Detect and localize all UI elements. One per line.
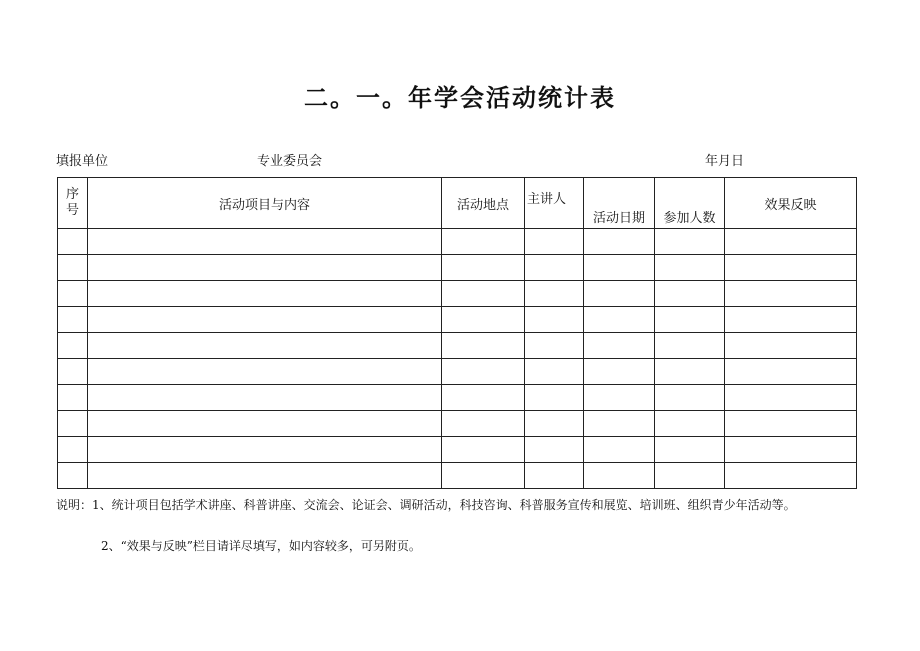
- table-cell[interactable]: [442, 385, 525, 411]
- table-cell[interactable]: [442, 255, 525, 281]
- table-cell[interactable]: [655, 463, 725, 489]
- table-cell[interactable]: [442, 307, 525, 333]
- table-cell[interactable]: [725, 229, 857, 255]
- note-2: 2、“效果与反映”栏目请详尽填写，如内容较多，可另附页。: [101, 539, 421, 553]
- table-cell[interactable]: [525, 463, 584, 489]
- table-cell[interactable]: [725, 307, 857, 333]
- table-cell[interactable]: [655, 411, 725, 437]
- table-cell[interactable]: [442, 333, 525, 359]
- reporting-unit-label: 填报单位: [56, 154, 109, 169]
- table-cell[interactable]: [58, 281, 88, 307]
- table-cell[interactable]: [58, 307, 88, 333]
- table-cell[interactable]: [725, 333, 857, 359]
- table-cell[interactable]: [525, 437, 584, 463]
- table-cell[interactable]: [58, 463, 88, 489]
- note-1: 说明：1、统计项目包括学术讲座、科普讲座、交流会、论证会、调研活动，科技咨询、科普服务宣传和展览、培训班、组织青少年活动等。: [56, 498, 796, 512]
- table-cell[interactable]: [58, 411, 88, 437]
- table-cell[interactable]: [525, 385, 584, 411]
- table-row: [58, 281, 857, 307]
- table-row: [58, 437, 857, 463]
- table-row: [58, 333, 857, 359]
- table-cell[interactable]: [725, 385, 857, 411]
- table-cell[interactable]: [725, 255, 857, 281]
- table-cell[interactable]: [525, 359, 584, 385]
- activity-stats-table: [57, 177, 857, 489]
- table-cell[interactable]: [655, 359, 725, 385]
- header-effect: 效果反映: [725, 178, 857, 229]
- table-cell[interactable]: [442, 281, 525, 307]
- table-cell[interactable]: [584, 463, 655, 489]
- table-cell[interactable]: [58, 229, 88, 255]
- table-cell[interactable]: [58, 359, 88, 385]
- header-content: 活动项目与内容: [88, 178, 442, 229]
- table-cell[interactable]: [525, 411, 584, 437]
- table-cell[interactable]: [88, 385, 442, 411]
- table-cell[interactable]: [584, 255, 655, 281]
- table-row: [58, 307, 857, 333]
- table-row: [58, 359, 857, 385]
- table-cell[interactable]: [88, 281, 442, 307]
- table-cell[interactable]: [655, 333, 725, 359]
- table-cell[interactable]: [725, 281, 857, 307]
- table-cell[interactable]: [725, 437, 857, 463]
- header-seq-line1: 序: [65, 187, 79, 202]
- table-cell[interactable]: [655, 281, 725, 307]
- header-seq-line2: 号: [65, 203, 79, 218]
- table-row: [58, 385, 857, 411]
- table-cell[interactable]: [655, 255, 725, 281]
- table-cell[interactable]: [58, 385, 88, 411]
- table-cell[interactable]: [525, 255, 584, 281]
- table-cell[interactable]: [584, 411, 655, 437]
- table-cell[interactable]: [584, 437, 655, 463]
- table-cell[interactable]: [88, 411, 442, 437]
- table-cell[interactable]: [442, 229, 525, 255]
- header-speaker: 主讲人: [525, 178, 584, 229]
- committee-label: 专业委员会: [257, 154, 323, 169]
- table-cell[interactable]: [584, 229, 655, 255]
- table-cell[interactable]: [655, 437, 725, 463]
- table-cell[interactable]: [725, 463, 857, 489]
- table-cell[interactable]: [725, 359, 857, 385]
- table-cell[interactable]: [88, 437, 442, 463]
- table-cell[interactable]: [88, 359, 442, 385]
- table-cell[interactable]: [584, 359, 655, 385]
- table-cell[interactable]: [584, 385, 655, 411]
- table-cell[interactable]: [88, 229, 442, 255]
- table-cell[interactable]: [442, 463, 525, 489]
- table-row: [58, 411, 857, 437]
- date-label: 年月日: [705, 154, 745, 169]
- header-people: 参加人数: [655, 178, 725, 229]
- table-cell[interactable]: [655, 307, 725, 333]
- table-cell[interactable]: [525, 307, 584, 333]
- table-cell[interactable]: [442, 437, 525, 463]
- header-date: 活动日期: [584, 178, 655, 229]
- table-cell[interactable]: [525, 333, 584, 359]
- table-cell[interactable]: [88, 255, 442, 281]
- header-seq: [58, 178, 88, 229]
- page-title: 二。一。年学会活动统计表: [304, 84, 616, 112]
- table-header-row: [58, 178, 857, 229]
- table-cell[interactable]: [58, 333, 88, 359]
- table-cell[interactable]: [584, 281, 655, 307]
- table-row: [58, 229, 857, 255]
- table-cell[interactable]: [88, 463, 442, 489]
- table-cell[interactable]: [442, 411, 525, 437]
- table-cell[interactable]: [442, 359, 525, 385]
- table-cell[interactable]: [525, 281, 584, 307]
- table-cell[interactable]: [584, 333, 655, 359]
- table-row: [58, 255, 857, 281]
- table-row: [58, 463, 857, 489]
- table-cell[interactable]: [88, 307, 442, 333]
- table-cell[interactable]: [655, 385, 725, 411]
- table-cell[interactable]: [58, 437, 88, 463]
- table-cell[interactable]: [655, 229, 725, 255]
- table-cell[interactable]: [725, 411, 857, 437]
- header-place: 活动地点: [442, 178, 525, 229]
- table-cell[interactable]: [584, 307, 655, 333]
- table-cell[interactable]: [88, 333, 442, 359]
- table-cell[interactable]: [58, 255, 88, 281]
- table-cell[interactable]: [525, 229, 584, 255]
